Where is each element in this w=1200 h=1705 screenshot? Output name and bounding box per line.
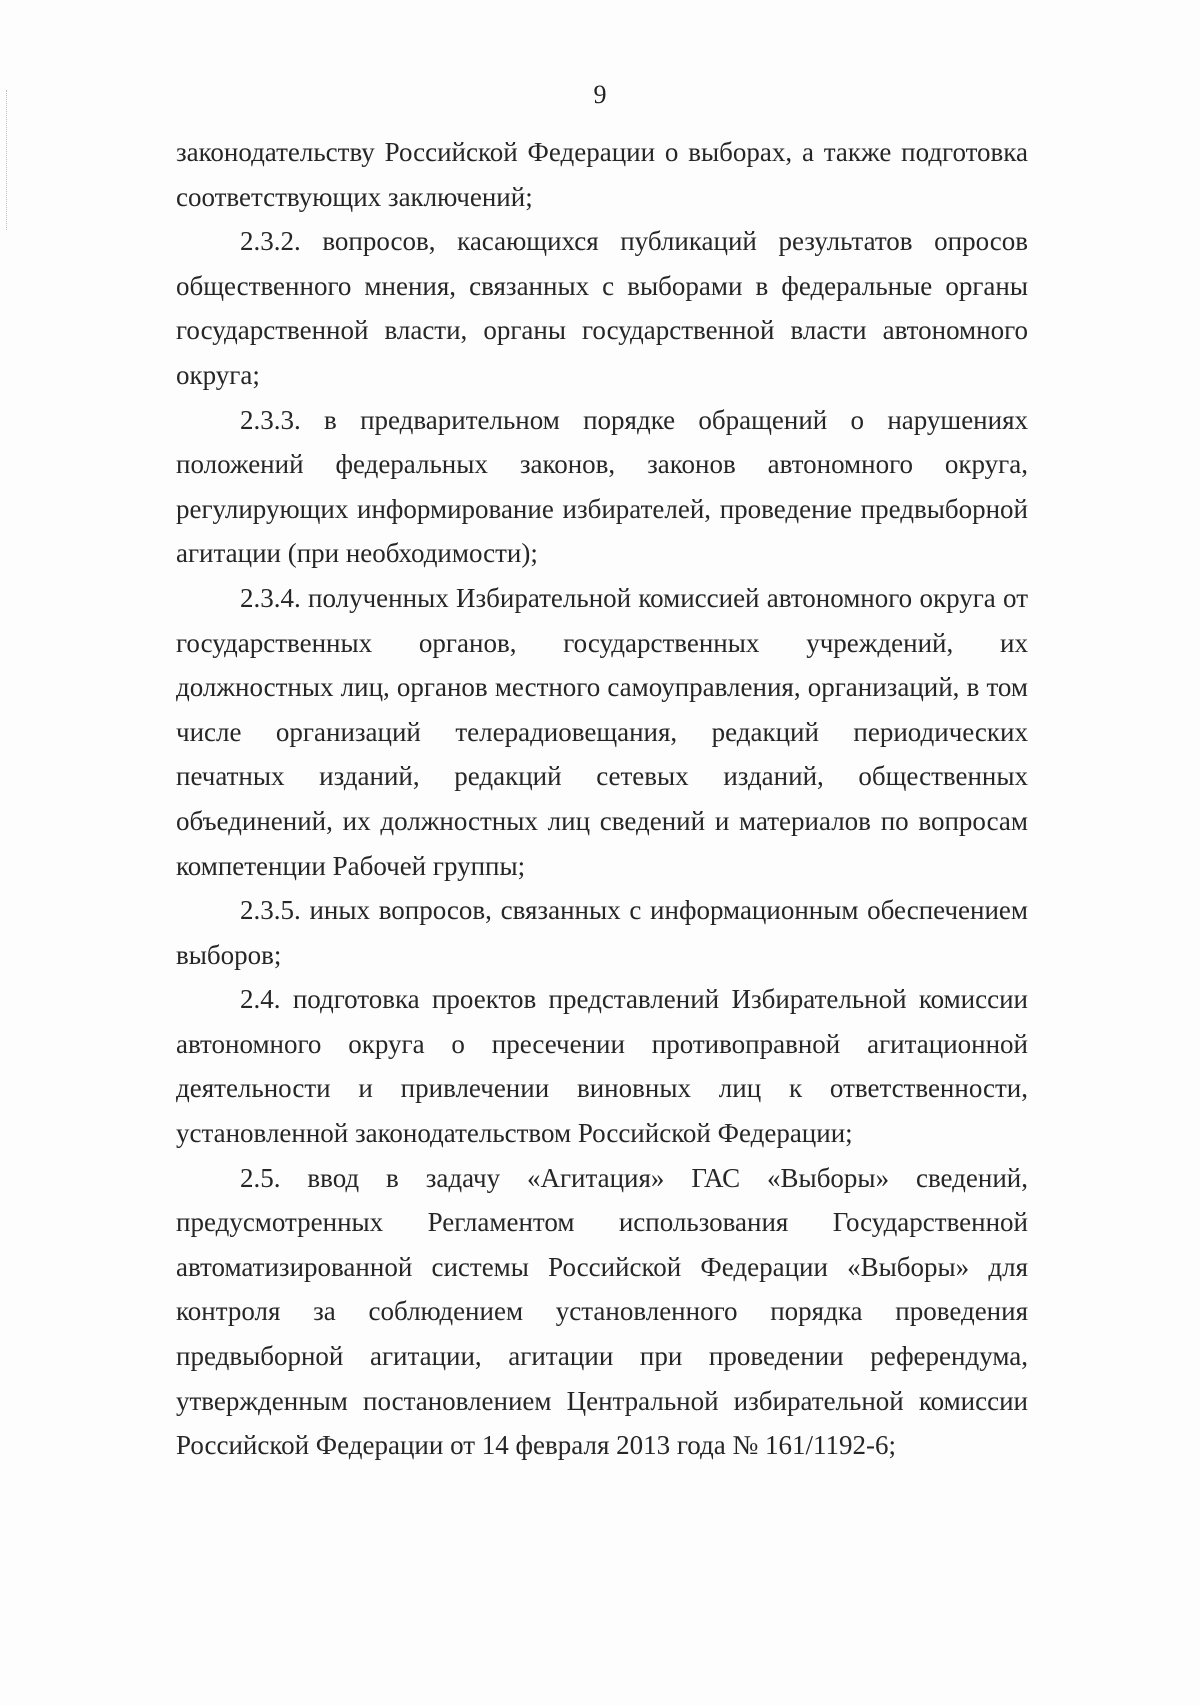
- document-body: [176, 130, 1028, 1468]
- page-number: 9: [593, 80, 607, 109]
- paragraph-2-3-2: 2.3.2. вопросов, касающихся публикаций результатов опросов общественного мнения, связанных с выборами в федеральные органы государственной власти, органы государственной власти автономного округа;: [176, 226, 1028, 390]
- paragraph-2-3-4: 2.3.4. полученных Избирательной комиссией автономного округа от государственных органов, государственных учреждений, их должностных лиц, органов местного самоуправления, организаций, в том числе организаций телерадиовещания, редакций периодических печатных изданий, редакций сетевых изданий, общественных объединений, их должностных лиц сведений и материалов по вопросам компетенции Рабочей группы;: [176, 582, 1028, 881]
- scan-edge-marks: [6, 90, 9, 230]
- paragraph-2-5: 2.5. ввод в задачу «Агитация» ГАС «Выборы» сведений, предусмотренных Регламентом использования Государственной автоматизированной системы Российской Федерации «Выборы» для контроля за соблюдением установленного порядка проведения предвыборной агитации, агитации при проведении референдума, утвержденным постановлением Центральной избирательной комиссии Российской Федерации от 14 февраля 2013 года № 161/1192-6;: [176, 1162, 1028, 1461]
- paragraph-continuation: законодательству Российской Федерации о выборах, а также подготовка соответствующих заключений;: [176, 137, 1028, 212]
- paragraph-2-4: 2.4. подготовка проектов представлений Избирательной комиссии автономного округа о пресечении противоправной агитационной деятельности и привлечении виновных лиц к ответственности, установленной законодательством Российской Федерации;: [176, 984, 1028, 1149]
- paragraph-2-3-3: 2.3.3. в предварительном порядке обращений о нарушениях положений федеральных законов, законов автономного округа, регулирующих информирование избирателей, проведение предвыборной агитации (при необходимости);: [176, 404, 1028, 569]
- paragraph-2-3-5: 2.3.5. иных вопросов, связанных с информационным обеспечением выборов;: [176, 895, 1028, 970]
